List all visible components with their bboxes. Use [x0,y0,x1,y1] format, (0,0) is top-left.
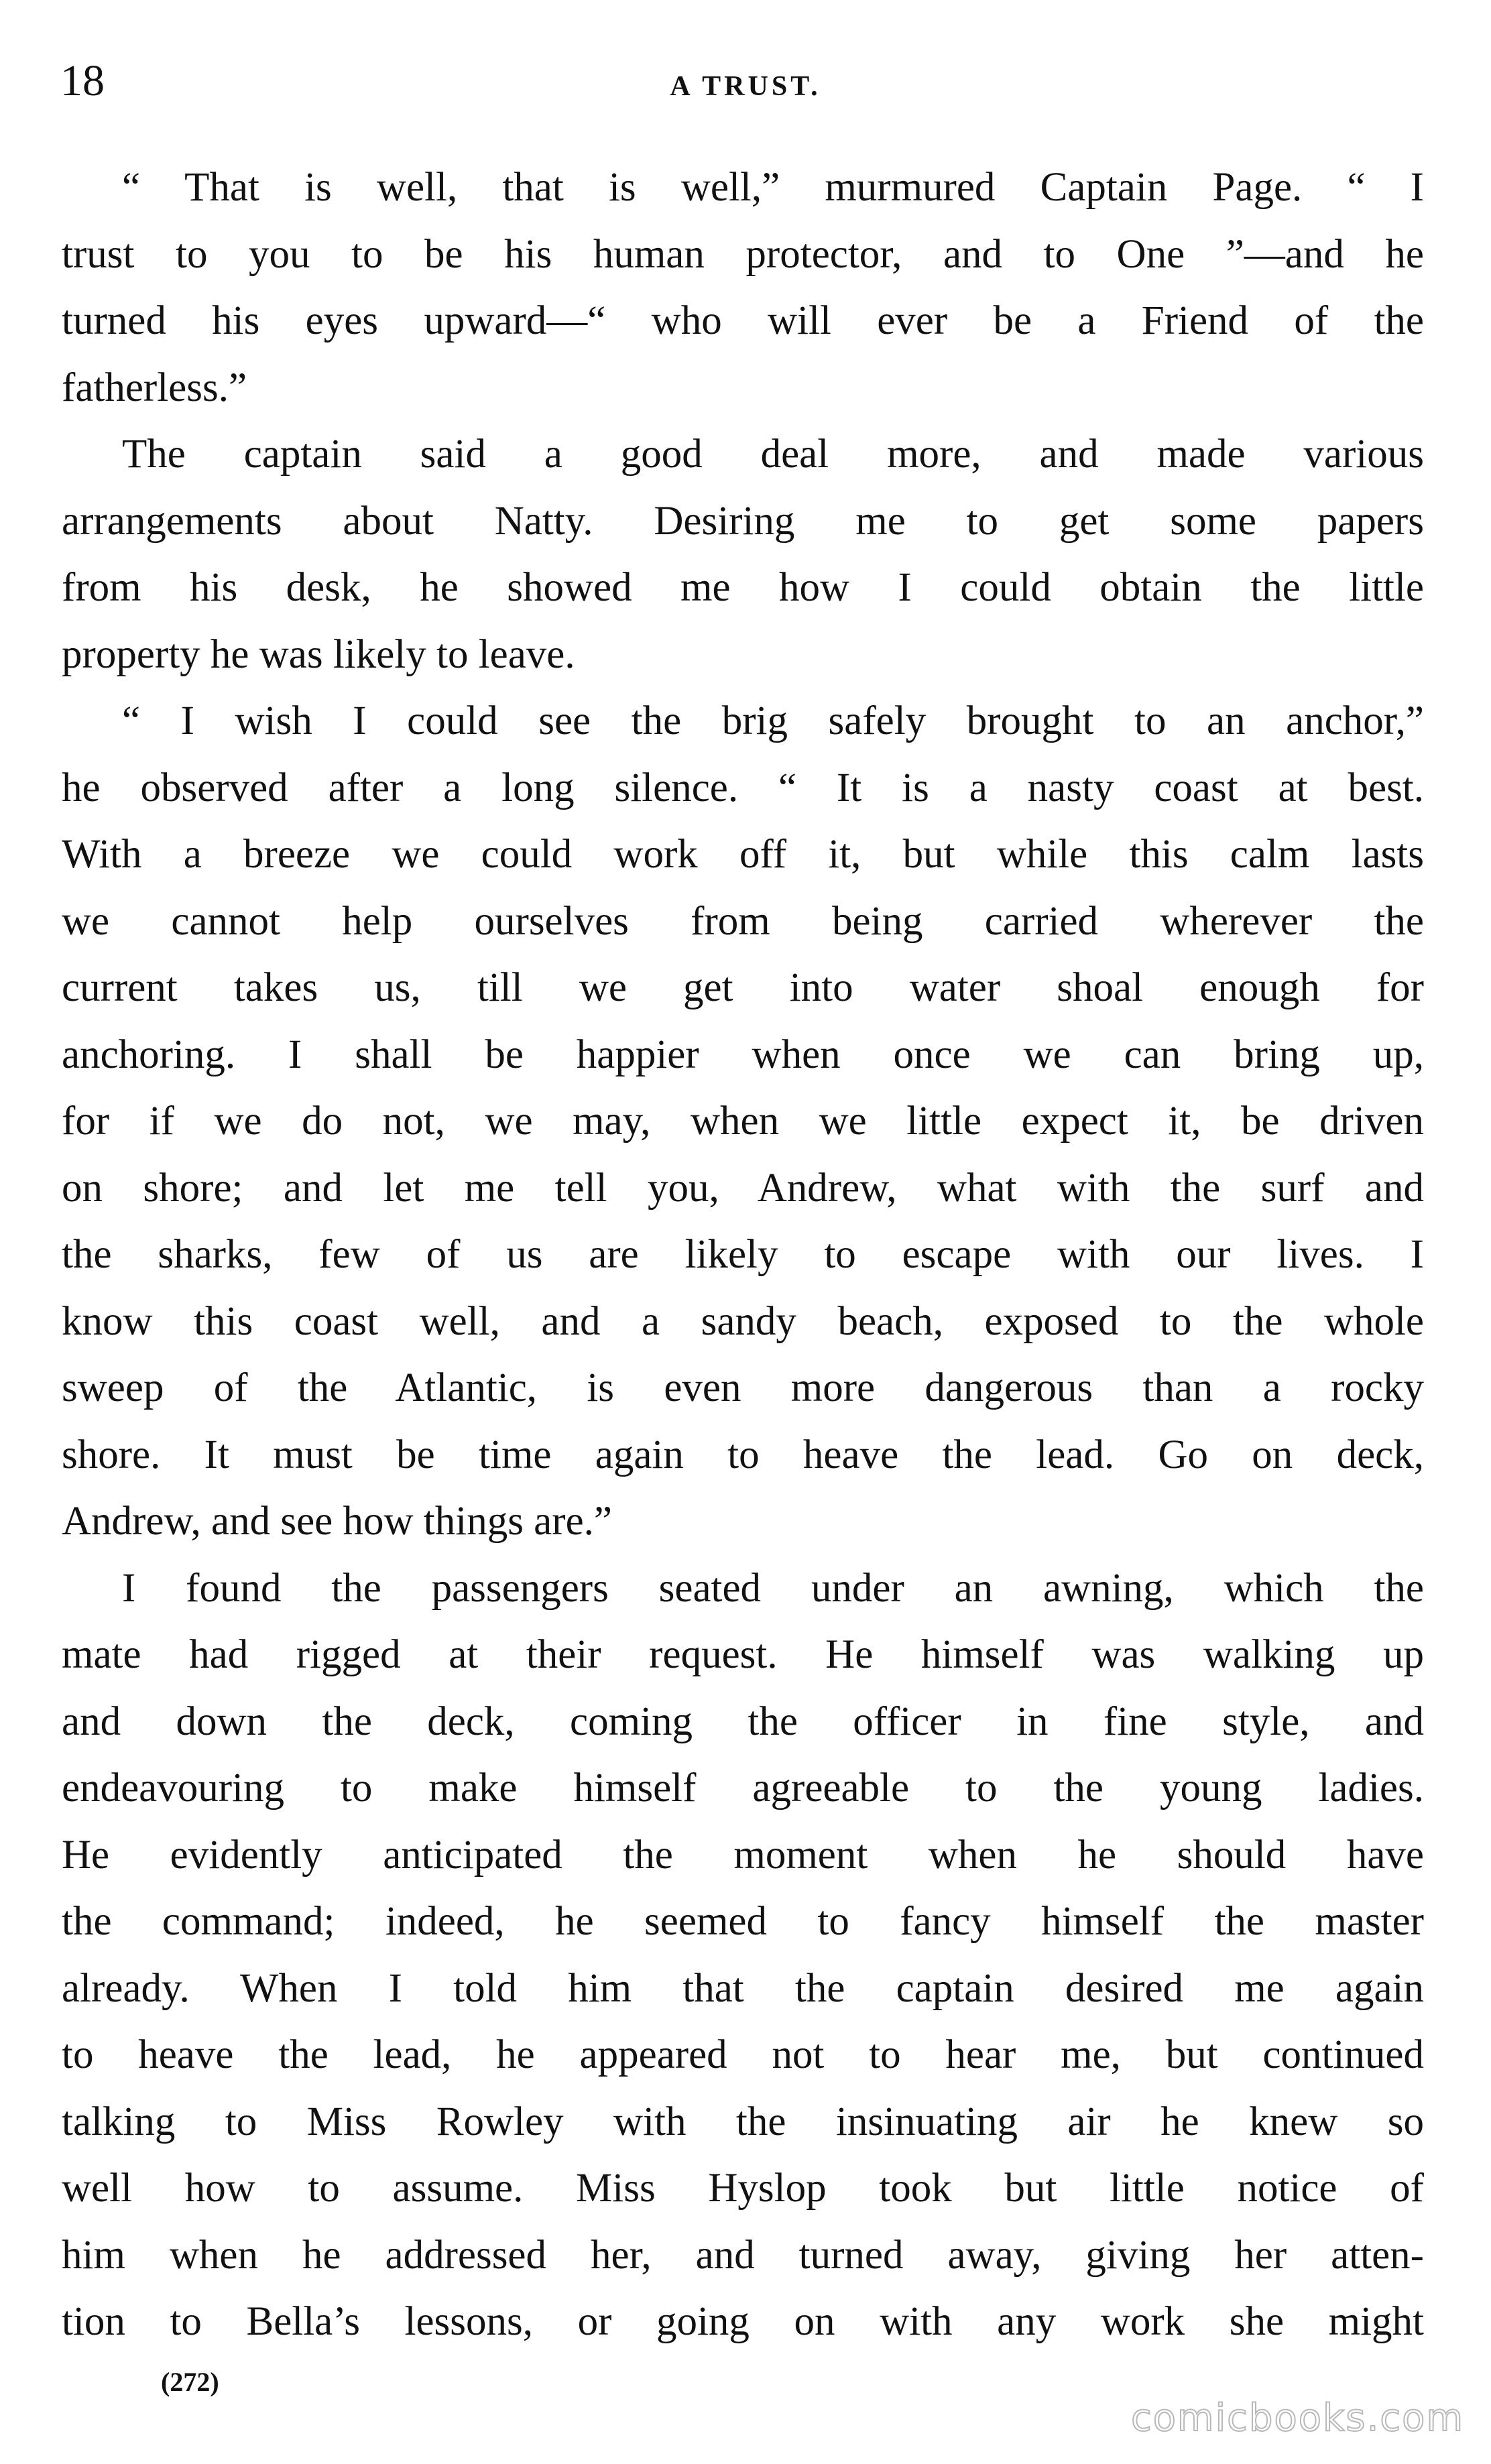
text-line: to heave the lead, he appeared not to hear me, but continued [62,2032,1424,2077]
text-line: the command; indeed, he seemed to fancy himself the master [62,1899,1424,1944]
running-head: A TRUST. [670,71,821,102]
text-line: talking to Miss Rowley with the insinuating air he knew so [62,2099,1424,2144]
text-line: him when he addressed her, and turned away, giving her atten- [62,2232,1424,2278]
text-line: endeavouring to make himself agreeable to the young ladies. [62,1766,1424,1810]
body-text [62,154,1424,2355]
text-line: fatherless.” [62,365,247,410]
watermark: comicbooks.com [1130,2396,1464,2440]
text-line: mate had rigged at their request. He himself was walking up [62,1632,1424,1677]
text-line: Andrew, and see how things are.” [62,1499,612,1544]
text-line: property he was likely to leave. [62,631,575,677]
text-line: for if we do not, we may, when we little expect it, be driven [62,1099,1424,1144]
text-line: from his desk, he showed me how I could obtain the little [62,565,1424,610]
text-line: The captain said a good deal more, and made various [122,432,1424,477]
text-line: he observed after a long silence. “ It is a nasty coast at best. [62,765,1424,810]
signature-mark: (272) [161,2367,219,2397]
text-line: well how to assume. Miss Hyslop took but little notice of [62,2166,1424,2211]
text-line: we cannot help ourselves from being carried wherever the [62,898,1424,944]
text-line: turned his eyes upward—“ who will ever be a Friend of the [62,298,1424,343]
text-line: already. When I told him that the captain desired me again [62,1965,1424,2011]
text-line: the sharks, few of us are likely to escape with our lives. I [62,1232,1424,1277]
text-line: arrangements about Natty. Desiring me to get some papers [62,498,1424,544]
text-line: anchoring. I shall be happier when once we can bring up, [62,1032,1424,1077]
text-line: tion to Bella’s lessons, or going on with any work she might [62,2299,1424,2344]
text-line: current takes us, till we get into water shoal enough for [62,965,1424,1010]
text-line: know this coast well, and a sandy beach, exposed to the whole [62,1298,1424,1344]
text-line: He evidently anticipated the moment when he should have [62,1832,1424,1877]
text-line: “ That is well, that is well,” murmured Captain Page. “ I [122,165,1424,210]
text-line: and down the deck, coming the officer in fine style, and [62,1699,1424,1744]
text-line: sweep of the Atlantic, is even more dangerous than a rocky [62,1365,1424,1410]
page-number: 18 [60,56,105,105]
text-line: “ I wish I could see the brig safely brought to an anchor,” [122,698,1424,743]
text-line: With a breeze we could work off it, but while this calm lasts [62,832,1424,877]
text-line: shore. It must be time again to heave the lead. Go on deck, [62,1432,1424,1477]
text-line: I found the passengers seated under an awning, which the [122,1565,1424,1611]
text-line: trust to you to be his human protector, and to One ”—and he [62,231,1424,277]
text-line: on shore; and let me tell you, Andrew, what with the surf and [62,1165,1424,1211]
